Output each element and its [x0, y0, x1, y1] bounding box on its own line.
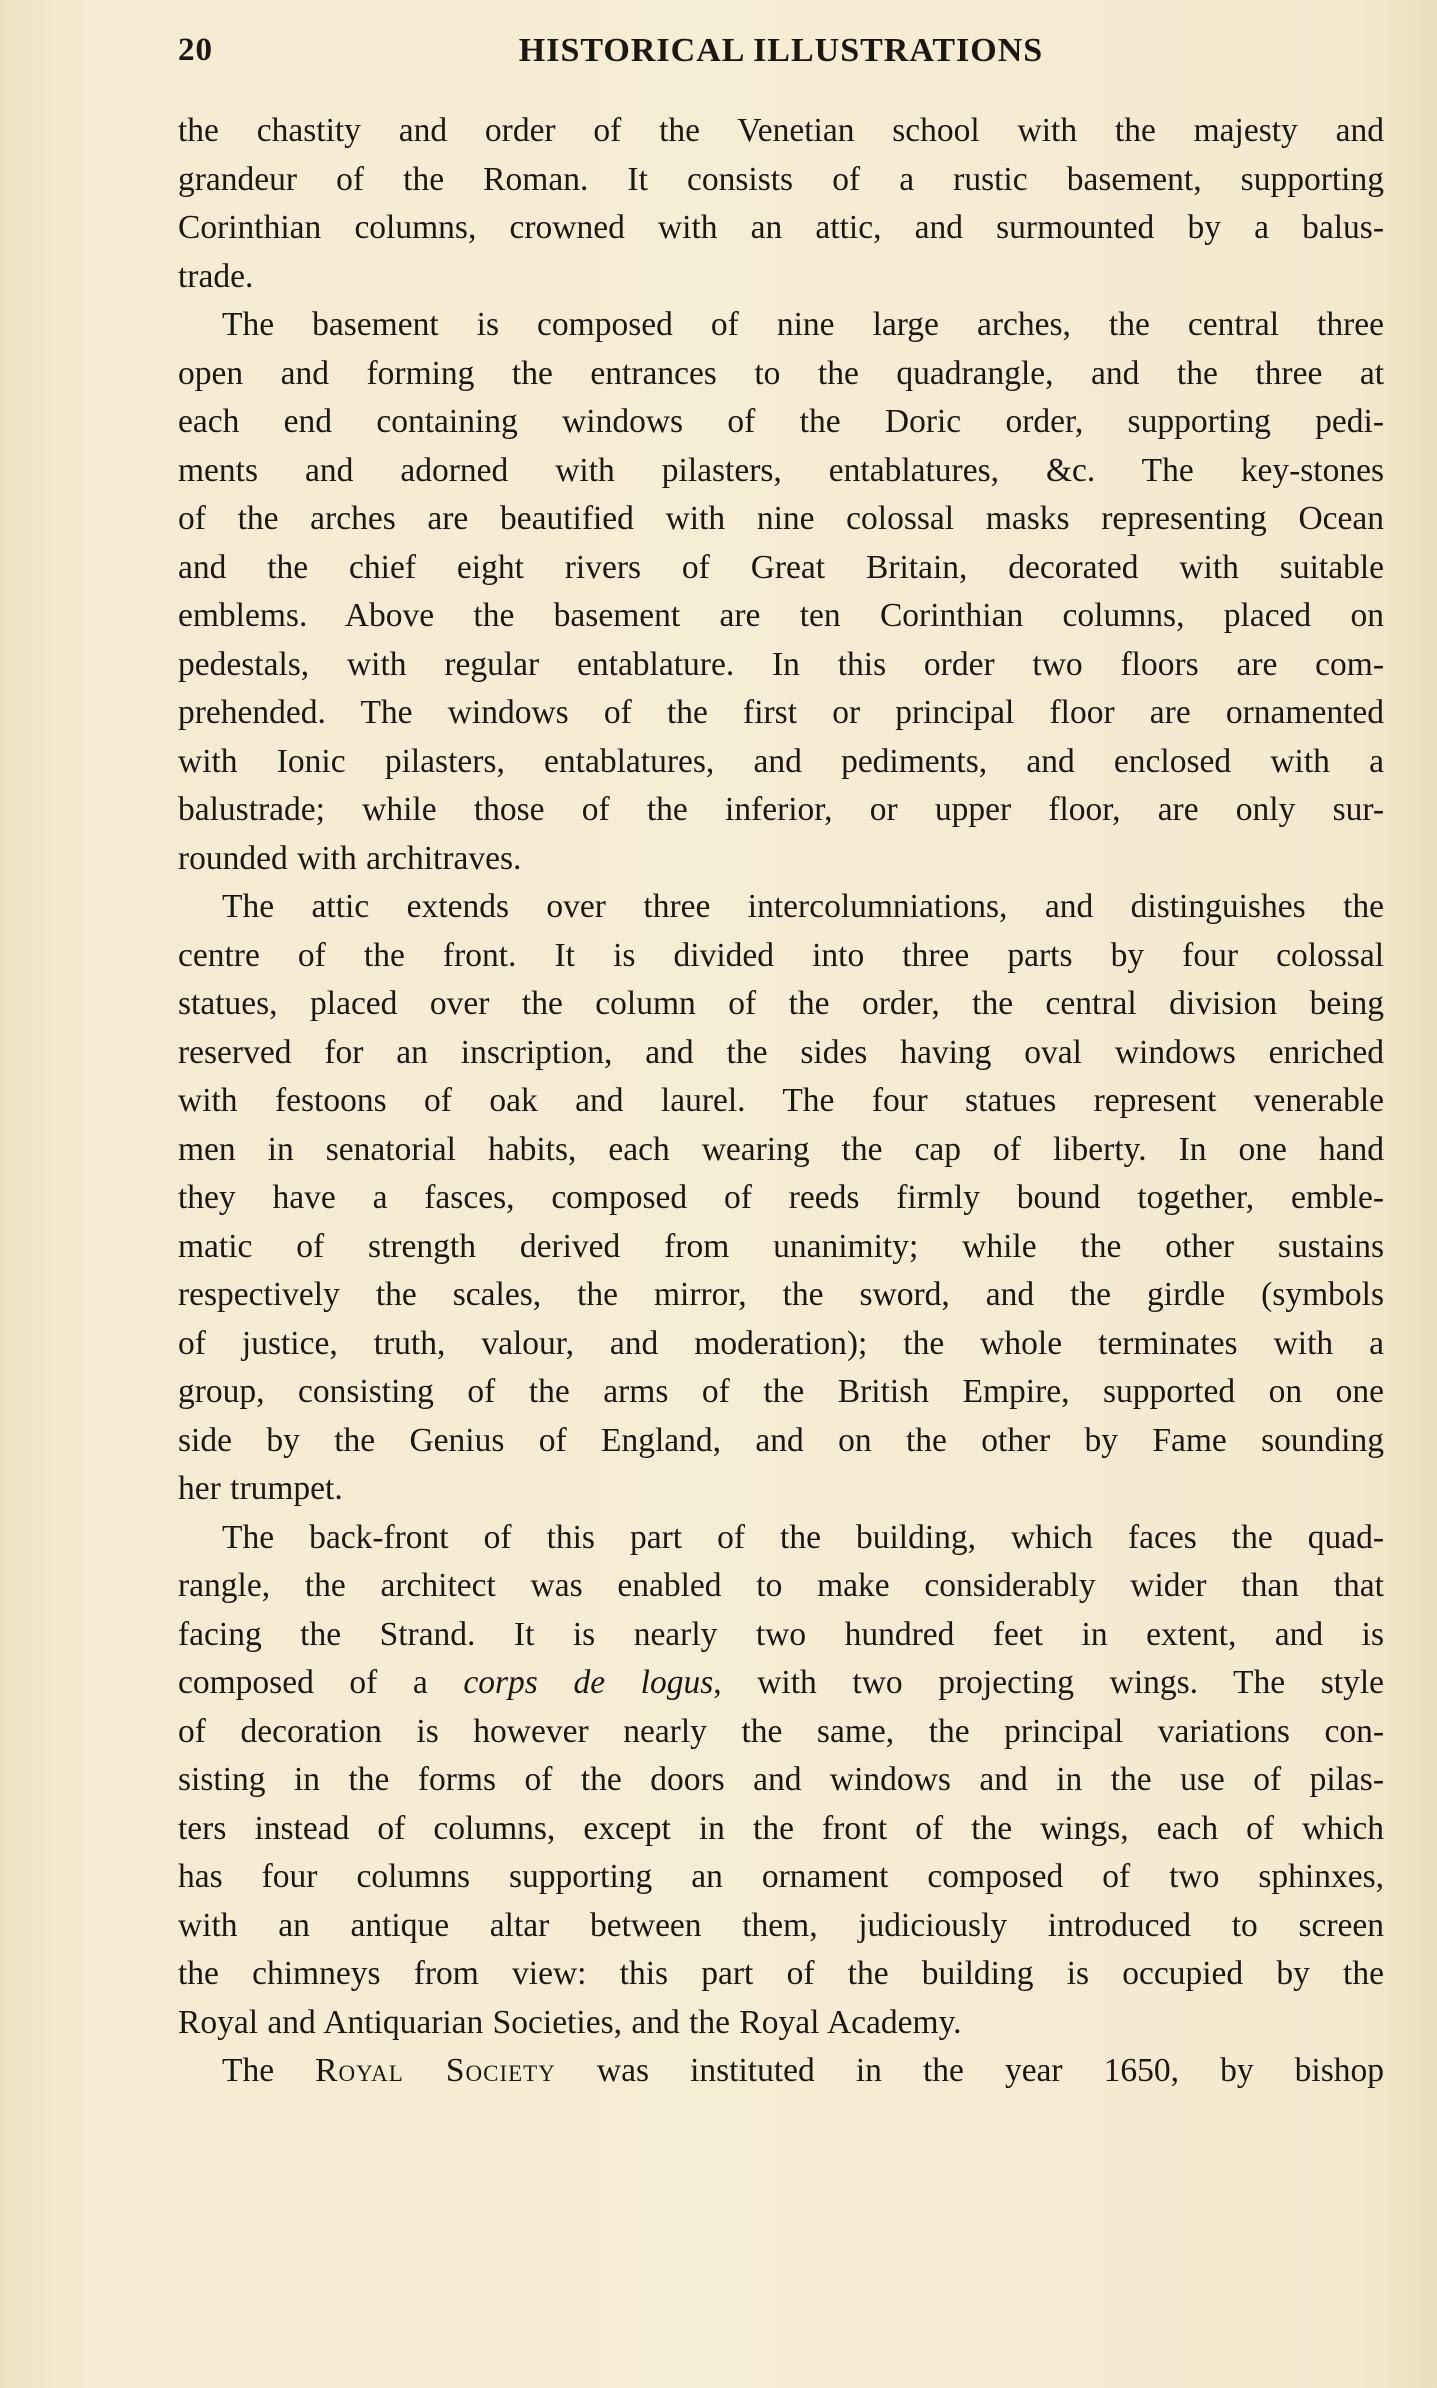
text-line: ments and adorned with pilasters, entablatures, &c. The key-stones: [178, 451, 1384, 489]
text-line: Royal and Antiquarian Societies, and the Royal Academy.: [178, 2003, 962, 2041]
text-run: composed of a: [178, 1664, 464, 1701]
text-line: [178, 2047, 1384, 2096]
text-line: they have a fasces, composed of reeds firmly bound together, emble-: [178, 1179, 1384, 1216]
text-line: has four columns supporting an ornament composed of two sphinxes,: [178, 1858, 1384, 1895]
text-line: and the chief eight rivers of Great Britain, decorated with suitable: [178, 548, 1384, 586]
text-line: trade.: [178, 257, 254, 295]
italic-term: corps de logus: [463, 1664, 714, 1701]
text-line: ters instead of columns, except in the front of the wings, each of which: [178, 1809, 1384, 1847]
text-line: The basement is composed of nine large arches, the central three: [222, 306, 1384, 343]
text-line: group, consisting of the arms of the British Empire, supported on one: [178, 1373, 1384, 1410]
text-line: prehended. The windows of the first or principal floor are ornamented: [178, 694, 1384, 731]
text-line: statues, placed over the column of the order, the central division being: [178, 985, 1384, 1022]
text-line: [178, 1659, 1384, 1708]
text-line: with festoons of oak and laurel. The four statues represent venerable: [178, 1082, 1384, 1119]
body-text: [178, 107, 1384, 2096]
text-line: of justice, truth, valour, and moderation); the whole terminates with a: [178, 1324, 1384, 1362]
small-caps-term: Royal Society: [315, 2052, 556, 2089]
text-line: side by the Genius of England, and on the other by Fame sounding: [178, 1421, 1384, 1459]
text-line: Corinthian columns, crowned with an attic, and surmounted by a balus-: [178, 209, 1384, 246]
text-line: emblems. Above the basement are ten Corinthian columns, placed on: [178, 597, 1384, 634]
text-line: The back-front of this part of the building, which faces the quad-: [222, 1518, 1384, 1556]
text-line: with Ionic pilasters, entablatures, and pediments, and enclosed with a: [178, 742, 1384, 780]
text-line: the chastity and order of the Venetian school with the majesty and: [178, 112, 1384, 149]
text-line: of decoration is however nearly the same, the principal variations con-: [178, 1712, 1384, 1750]
text-line: each end containing windows of the Doric order, supporting pedi-: [178, 403, 1384, 440]
text-line: reserved for an inscription, and the sides having oval windows enriched: [178, 1033, 1384, 1071]
text-run: The: [222, 2052, 316, 2089]
text-line: with an antique altar between them, judiciously introduced to screen: [178, 1906, 1384, 1944]
text-line: sisting in the forms of the doors and windows and in the use of pilas-: [178, 1761, 1384, 1798]
text-line: her trumpet.: [178, 1470, 343, 1507]
running-head: HISTORICAL ILLUSTRATIONS: [518, 32, 1044, 69]
text-line: respectively the scales, the mirror, the sword, and the girdle (symbols: [178, 1276, 1384, 1313]
text-line: of the arches are beautified with nine colossal masks representing Ocean: [178, 500, 1384, 537]
page-header: [178, 32, 1384, 78]
text-line: pedestals, with regular entablature. In this order two floors are com-: [178, 645, 1384, 683]
text-line: matic of strength derived from unanimity; while the other sustains: [178, 1227, 1384, 1265]
text-line: grandeur of the Roman. It consists of a rustic basement, supporting: [178, 160, 1384, 198]
text-line: balustrade; while those of the inferior, or upper floor, are only sur-: [178, 791, 1384, 828]
text-line: centre of the front. It is divided into three parts by four colossal: [178, 936, 1384, 974]
text-line: The attic extends over three intercolumniations, and distinguishes the: [222, 888, 1384, 925]
text-run: , with two projecting wings. The style: [713, 1664, 1385, 1701]
text-run: was instituted in the year 1650, by bishop: [555, 2052, 1384, 2089]
text-line: open and forming the entrances to the quadrangle, and the three at: [178, 354, 1384, 392]
text-line: the chimneys from view: this part of the building is occupied by the: [178, 1955, 1384, 1992]
text-line: rangle, the architect was enabled to make considerably wider than that: [178, 1567, 1384, 1604]
page-number: 20: [178, 32, 213, 68]
text-line: rounded with architraves.: [178, 839, 522, 877]
text-line: men in senatorial habits, each wearing the cap of liberty. In one hand: [178, 1130, 1384, 1168]
text-line: facing the Strand. It is nearly two hundred feet in extent, and is: [178, 1615, 1384, 1653]
